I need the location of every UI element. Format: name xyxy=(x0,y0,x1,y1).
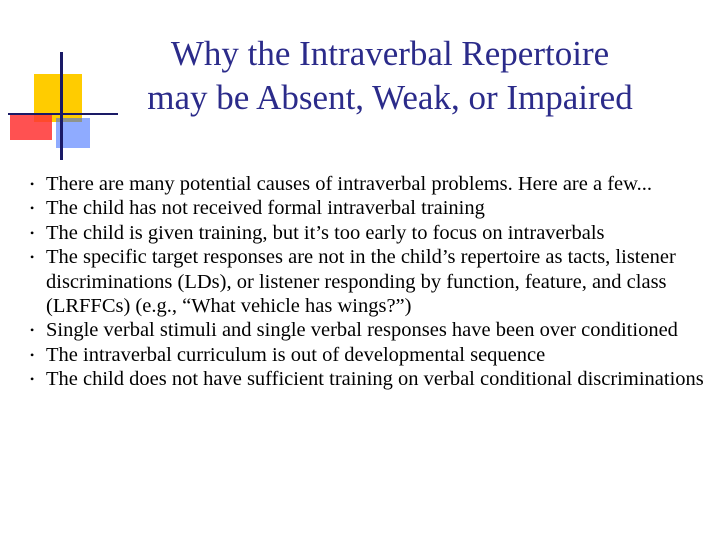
logo-red-square xyxy=(10,114,52,140)
bullet-text: Single verbal stimuli and single verbal responses have been over conditioned xyxy=(46,319,678,342)
bullet-item xyxy=(18,343,708,367)
bullet-icon: • xyxy=(30,372,35,387)
bullet-text: The specific target responses are not in the child’s repertoire as tacts, listener discriminations (LDs), or listener responding by function, feature, and class (LRFFCs) (e.g., “What vehicle has wings?”) xyxy=(46,246,676,318)
bullet-icon: • xyxy=(30,250,35,265)
bullet-icon: • xyxy=(30,225,35,240)
title-line-2: may be Absent, Weak, or Impaired xyxy=(147,78,633,117)
bullet-item xyxy=(18,245,708,318)
bullet-text: The intraverbal curriculum is out of developmental sequence xyxy=(46,343,546,366)
bullet-text: The child does not have sufficient training on verbal conditional discriminations xyxy=(46,368,704,391)
bullet-item xyxy=(18,318,708,342)
bullet-item xyxy=(18,221,708,245)
bullet-item xyxy=(18,196,708,220)
logo-vertical-line xyxy=(60,52,63,160)
bullet-list xyxy=(18,172,708,392)
bullet-icon: • xyxy=(30,201,35,216)
bullet-item xyxy=(18,367,708,391)
bullet-text: There are many potential causes of intraverbal problems. Here are a few... xyxy=(46,173,652,195)
bullet-item xyxy=(18,172,708,196)
slide-title xyxy=(90,32,690,120)
bullet-icon: • xyxy=(30,323,35,338)
bullet-text: The child has not received formal intraverbal training xyxy=(46,197,485,220)
bullet-icon: • xyxy=(30,347,35,362)
bullet-text: The child is given training, but it’s too early to focus on intraverbals xyxy=(46,221,605,244)
title-line-1: Why the Intraverbal Repertoire xyxy=(170,34,610,73)
bullet-icon: • xyxy=(30,177,35,191)
